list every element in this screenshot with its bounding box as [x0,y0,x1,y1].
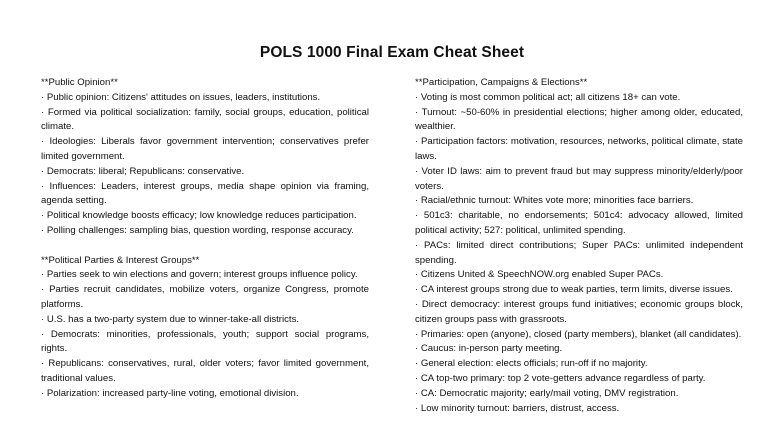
list-item: · Formed via political socialization: family, social groups, education, political climate. [41,106,369,133]
list-item: · Polarization: increased party-line voting, emotional division. [41,387,299,399]
section-public-opinion [41,76,369,239]
list-item: · Turnout: ~50-60% in presidential elections; higher among older, educated, wealthier. [415,106,743,133]
page-title: POLS 1000 Final Exam Cheat Sheet [259,44,525,61]
list-item: · Democrats: liberal; Republicans: conservative. [41,165,245,177]
section-heading: **Public Opinion** [41,77,118,88]
list-item: · Parties recruit candidates, mobilize voters, organize Congress, promote platforms. [41,284,369,310]
list-item: · Participation factors: motivation, resources, networks, political climate, state laws. [415,136,743,162]
list-item: · Primaries: open (anyone), closed (party members), blanket (all candidates). [415,328,742,340]
list-item: · Democrats: minorities, professionals, youth; support social programs, rights. [41,328,369,355]
left-column [41,76,369,402]
section-heading: **Political Parties & Interest Groups** [41,254,200,266]
list-item: · CA top-two primary: top 2 vote-getters advance regardless of party. [415,372,706,384]
section-spacer [41,239,369,254]
list-item: · General election: elects officials; run-off if no majority. [415,358,648,370]
list-item: · U.S. has a two-party system due to winner-take-all districts. [41,313,300,325]
list-item: · Ideologies: Liberals favor government intervention; conservatives prefer limited government. [41,136,369,162]
list-item: · Citizens United & SpeechNOW.org enabled Super PACs. [415,269,664,281]
list-item: · CA interest groups strong due to weak parties, term limits, diverse issues. [415,284,733,296]
list-item: · Direct democracy: interest groups fund initiatives; economic groups block, citizen groups pass with grassroots. [415,298,743,325]
list-item: · Caucus: in-person party meeting. [415,343,563,355]
section-parties-interest-groups [41,254,369,402]
list-item: · Voting is most common political act; all citizens 18+ can vote. [415,91,681,103]
list-item: · Voter ID laws: aim to prevent fraud but may suppress minority/elderly/poor voters. [415,165,743,192]
section-participation-campaigns-elections [415,76,743,416]
list-item: · Parties seek to win elections and govern; interest groups influence policy. [41,269,358,281]
right-column [415,76,743,416]
list-item: · Political knowledge boosts efficacy; low knowledge reduces participation. [41,210,357,222]
list-item: · PACs: limited direct contributions; Super PACs: unlimited independent spending. [415,239,743,266]
list-item: · Polling challenges: sampling bias, question wording, response accuracy. [41,224,354,236]
list-item: · Public opinion: Citizens' attitudes on issues, leaders, institutions. [41,91,321,103]
list-item: · Low minority turnout: barriers, distrust, access. [415,402,620,414]
list-item: · Racial/ethnic turnout: Whites vote more; minorities face barriers. [415,195,694,207]
list-item: · Republicans: conservatives, rural, older voters; favor limited government, traditional values. [41,358,369,384]
section-heading: **Participation, Campaigns & Elections** [415,77,588,88]
list-item: · Influences: Leaders, interest groups, media shape opinion via framing, agenda setting. [41,180,369,207]
list-item: · 501c3: charitable, no endorsements; 501c4: advocacy allowed, limited political activity; 527: political, unlimited spending. [415,210,743,236]
list-item: · CA: Democratic majority; early/mail voting, DMV registration. [415,387,679,399]
